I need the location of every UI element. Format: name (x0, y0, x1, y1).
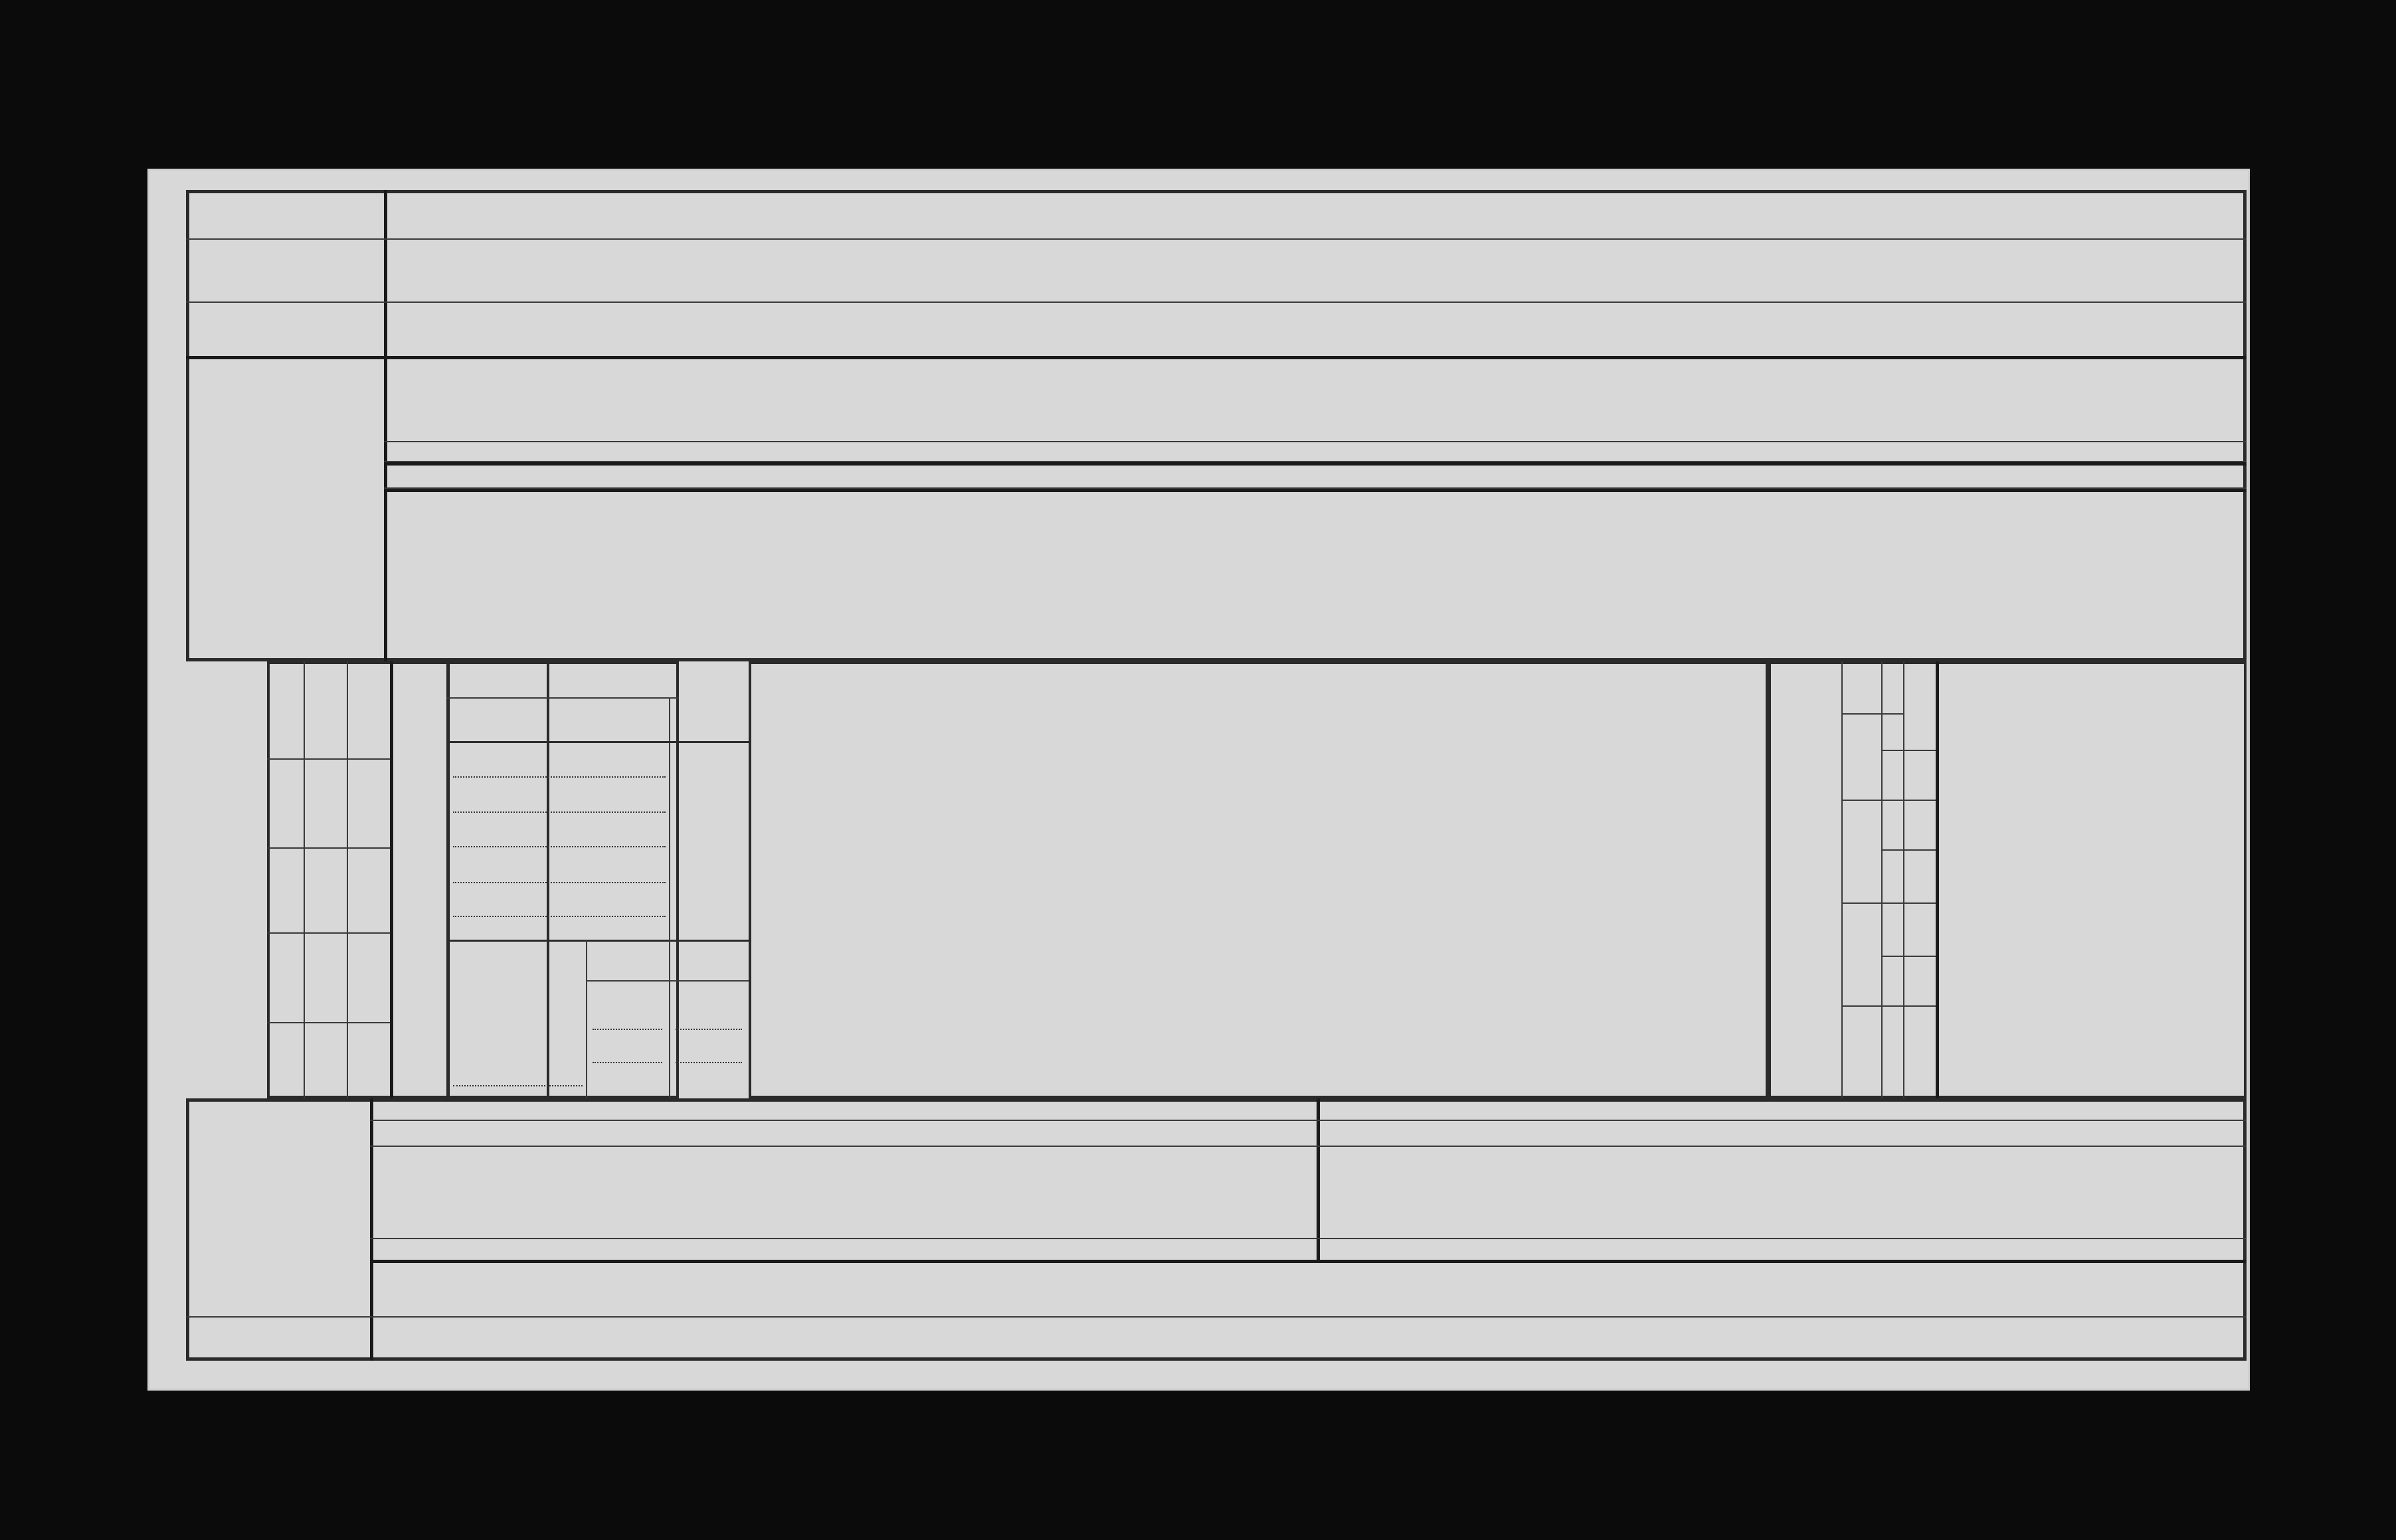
trade-block (446, 661, 679, 1098)
sowing-table (186, 190, 2247, 661)
census-card-sheet (147, 169, 2250, 1391)
lease-table (186, 1098, 2247, 1361)
population-block (1768, 661, 2247, 1098)
private-farm-block (749, 661, 1768, 1098)
